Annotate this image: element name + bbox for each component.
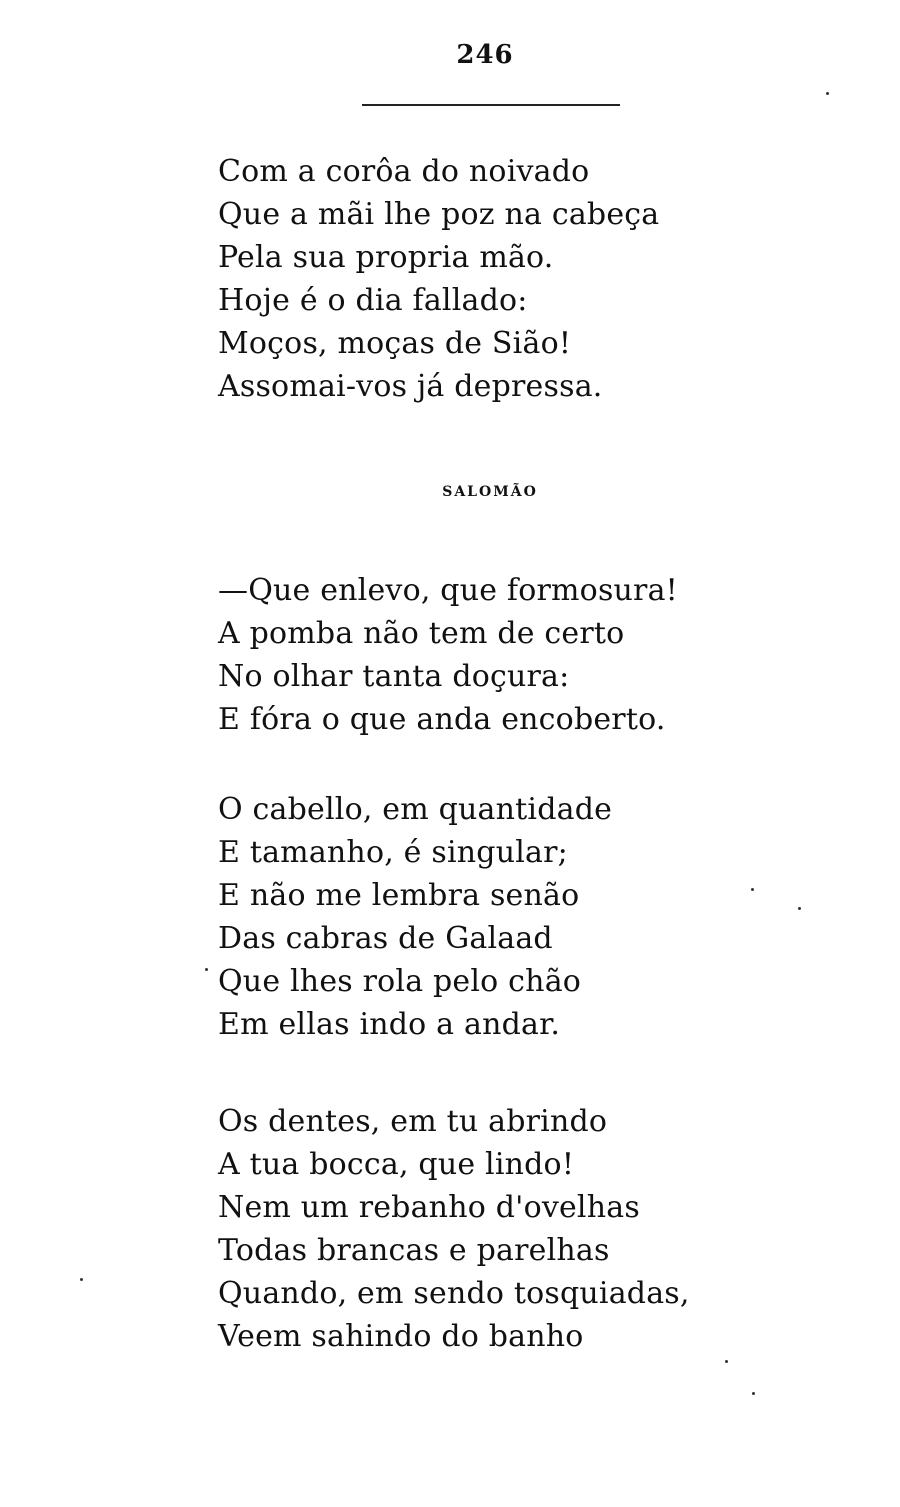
verse-line: —Que enlevo, que formosura! [218,573,678,608]
stanza-3 [218,788,612,1046]
verse-line: Em ellas indo a andar. [218,1007,561,1042]
verse-line: Das cabras de Galaad [218,921,553,956]
stanza-4 [218,1100,690,1358]
verse-line: E fóra o que anda encoberto. [218,702,666,737]
verse-line: Os dentes, em tu abrindo [218,1104,608,1139]
verse-line: A pomba não tem de certo [218,616,625,651]
scan-speck [751,888,754,891]
verse-line: O cabello, em quantidade [218,792,613,827]
verse-line: Nem um rebanho d'ovelhas [218,1190,640,1225]
verse-line: Assomai-vos já depressa. [218,369,603,404]
verse-line: Hoje é o dia fallado: [218,283,528,318]
scan-speck [826,92,829,95]
scan-speck [752,1392,755,1395]
scan-speck [725,1360,728,1363]
verse-line: Veem sahindo do banho [218,1319,584,1354]
header-rule [362,104,620,106]
verse-line: Todas brancas e parelhas [218,1233,610,1268]
verse-line: Pela sua propria mão. [218,240,554,275]
verse-line: A tua bocca, que lindo! [218,1147,575,1182]
verse-line: E tamanho, é singular; [218,835,568,870]
speaker-heading: SALOMÃO [442,484,538,500]
verse-line: Moços, moças de Sião! [218,326,572,361]
scan-speck [205,968,208,971]
stanza-2 [218,569,678,741]
scan-speck [80,1278,83,1281]
verse-line: Quando, em sendo tosquiadas, [218,1276,690,1311]
verse-line: E não me lembra senão [218,878,580,913]
scan-speck [798,907,801,910]
verse-line: No olhar tanta doçura: [218,659,570,694]
verse-line: Que lhes rola pelo chão [218,964,582,999]
page-number: 246 [456,40,514,70]
verse-line: Com a corôa do noivado [218,154,590,189]
stanza-1 [218,150,659,408]
verse-line: Que a mãi lhe poz na cabeça [218,197,660,232]
